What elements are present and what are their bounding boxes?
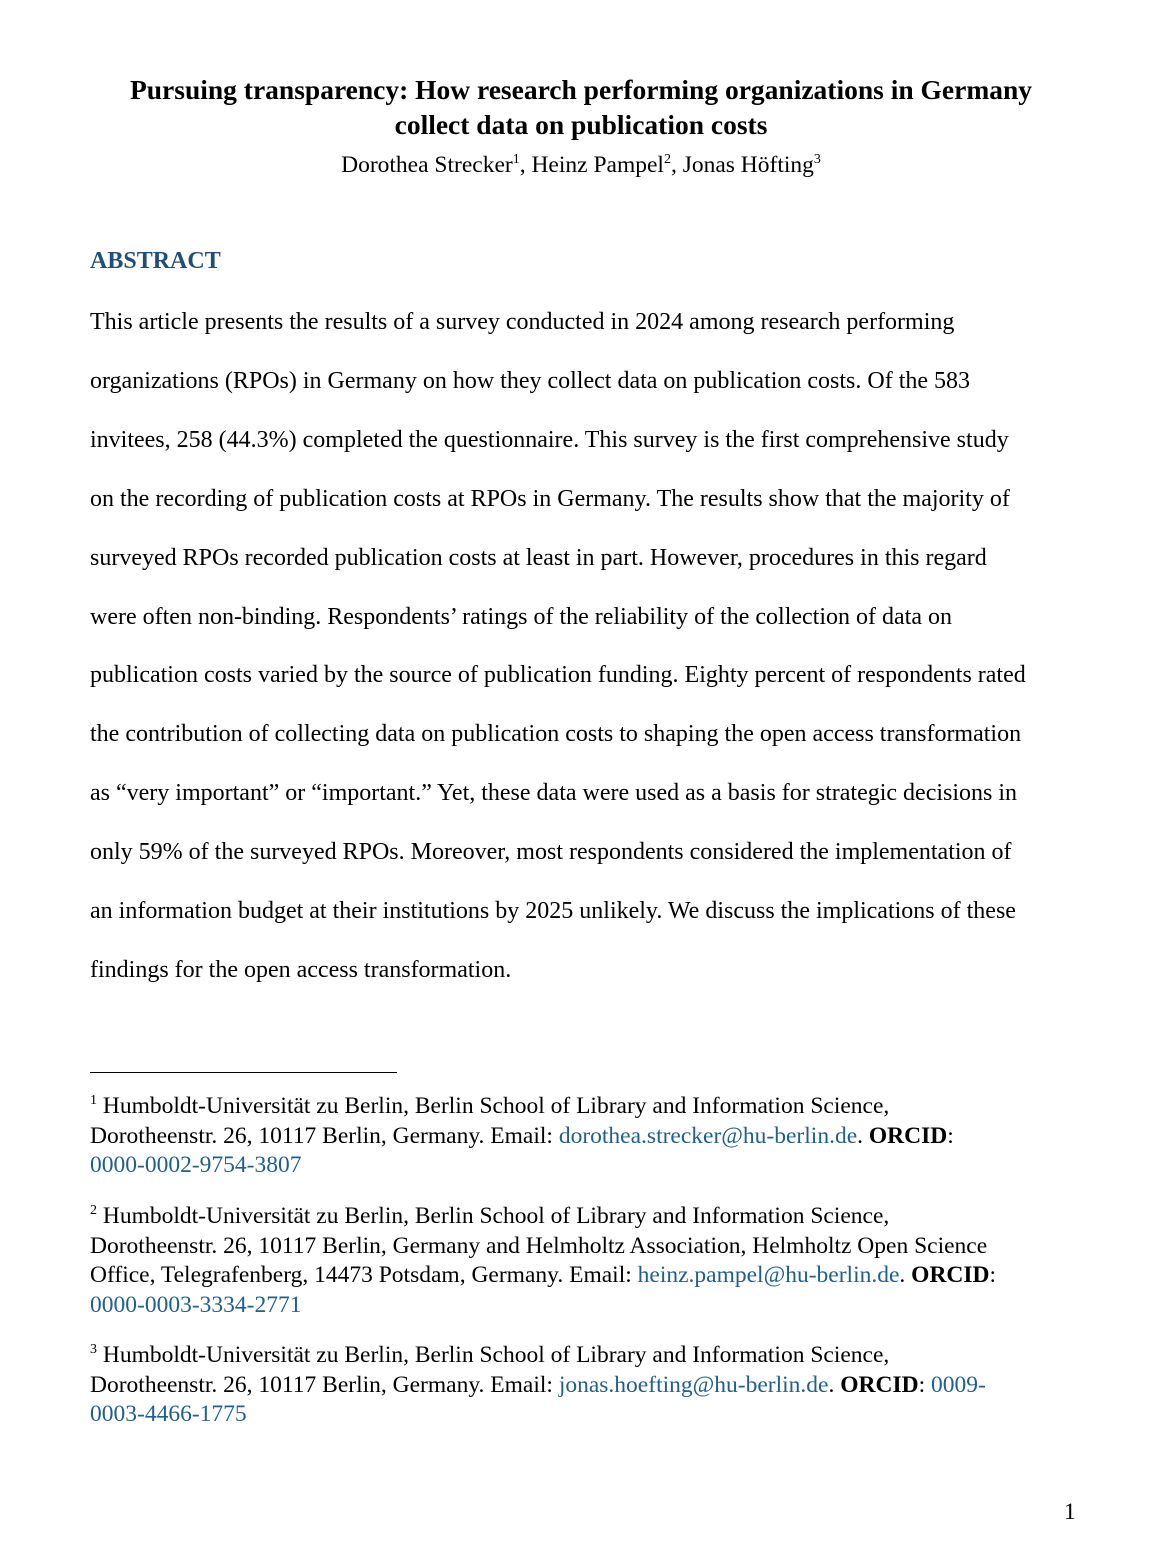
page-number: 1 — [1064, 1499, 1076, 1525]
author-separator: , — [519, 152, 532, 178]
orcid-label: ORCID — [911, 1262, 990, 1288]
address-text: Dorotheenstr. 26, 10117 Berlin, Germany. Email: — [90, 1122, 559, 1149]
affiliation-text: Humboldt-Universität zu Berlin, Berlin School of Library and Information Science, — [97, 1342, 890, 1368]
footnote-number: 3 — [90, 1342, 97, 1358]
footnote-line — [90, 1400, 1090, 1430]
footnote-line — [90, 1291, 1090, 1321]
footnote-line — [90, 1371, 1090, 1401]
punctuation: : — [989, 1262, 997, 1288]
abstract-line: the contribution of collecting data on publication costs to shaping the open access transformation — [90, 721, 1022, 748]
affiliation-text: Humboldt-Universität zu Berlin, Berlin School of Library and Information Science, — [97, 1203, 890, 1229]
orcid-label: ORCID — [868, 1122, 948, 1149]
email-link[interactable]: dorothea.strecker@hu-berlin.de — [558, 1122, 858, 1149]
abstract-line: an information budget at their institutions by 2025 unlikely. We discuss the implications of these — [90, 898, 1016, 925]
author-name: Dorothea Strecker — [341, 152, 513, 178]
punctuation: . — [857, 1122, 869, 1149]
abstract-line: findings for the open access transformation. — [90, 956, 512, 983]
footnote-line — [90, 1092, 1090, 1122]
punctuation: : — [947, 1122, 954, 1149]
footnote-line — [90, 1202, 1090, 1232]
orcid-link-part-1[interactable]: 0009- — [930, 1371, 986, 1398]
punctuation: . — [899, 1262, 912, 1288]
footnote-3 — [90, 1341, 1090, 1430]
email-link[interactable]: heinz.pampel@hu-berlin.de — [637, 1262, 900, 1288]
orcid-link-part-2[interactable]: 0003-4466-1775 — [90, 1401, 247, 1427]
author-separator: , — [670, 152, 683, 178]
footnote-number: 2 — [90, 1203, 97, 1219]
footnote-line — [90, 1122, 1090, 1152]
abstract-line: organizations (RPOs) in Germany on how they collect data on publication costs. Of the 583 — [90, 367, 971, 394]
footnote-line: Dorotheenstr. 26, 10117 Berlin, Germany and Helmholtz Association, Helmholtz Open Science — [90, 1232, 988, 1259]
footnote-line — [90, 1261, 1090, 1291]
footnote-number: 1 — [90, 1093, 97, 1109]
footnote-1 — [90, 1092, 1090, 1181]
abstract-line: invitees, 258 (44.3%) completed the questionnaire. This survey is the first comprehensive study — [90, 426, 1009, 453]
author-name: Heinz Pampel — [531, 152, 664, 178]
paper-title — [60, 72, 1102, 142]
abstract-line: were often non-binding. Respondents’ ratings of the reliability of the collection of data on — [90, 603, 952, 630]
abstract-line: This article presents the results of a survey conducted in 2024 among research performing — [90, 309, 955, 335]
footnote-line — [90, 1151, 1090, 1181]
address-text: Office, Telegrafenberg, 14473 Potsdam, Germany. Email: — [90, 1262, 638, 1288]
punctuation: . — [828, 1371, 841, 1398]
author-affiliation-marker: 3 — [813, 152, 821, 168]
abstract-line: only 59% of the surveyed RPOs. Moreover, most respondents considered the implementation of — [90, 839, 1012, 866]
author-name: Jonas Höfting — [682, 152, 814, 178]
orcid-link[interactable]: 0000-0003-3334-2771 — [90, 1291, 302, 1318]
abstract-line: on the recording of publication costs at RPOs in Germany. The results show that the majority of — [90, 485, 1010, 512]
orcid-label: ORCID — [840, 1371, 919, 1398]
abstract-heading: ABSTRACT — [90, 248, 221, 274]
abstract-line: as “very important” or “important.” Yet, these data were used as a basis for strategic decisions in — [90, 780, 1018, 807]
punctuation: : — [918, 1371, 931, 1398]
email-link[interactable]: jonas.hoefting@hu-berlin.de — [558, 1371, 829, 1398]
title-line-2: collect data on publication costs — [394, 109, 768, 140]
abstract-body — [90, 293, 1090, 1000]
title-line-1: Pursuing transparency: How research performing organizations in Germany — [129, 74, 1033, 105]
address-text: Dorotheenstr. 26, 10117 Berlin, Germany. Email: — [90, 1371, 559, 1398]
author-affiliation-marker: 1 — [512, 152, 520, 168]
orcid-link[interactable]: 0000-0002-9754-3807 — [90, 1152, 302, 1178]
abstract-line: publication costs varied by the source of publication funding. Eighty percent of respondents rated — [90, 662, 1026, 689]
author-affiliation-marker: 2 — [663, 152, 671, 168]
footnote-line — [90, 1341, 1090, 1371]
footnote-2 — [90, 1202, 1090, 1320]
affiliation-text: Humboldt-Universität zu Berlin, Berlin School of Library and Information Science, — [97, 1093, 890, 1119]
footnote-divider — [90, 1072, 397, 1073]
author-list — [60, 150, 1102, 180]
abstract-line: surveyed RPOs recorded publication costs at least in part. However, procedures in this regard — [90, 544, 987, 571]
